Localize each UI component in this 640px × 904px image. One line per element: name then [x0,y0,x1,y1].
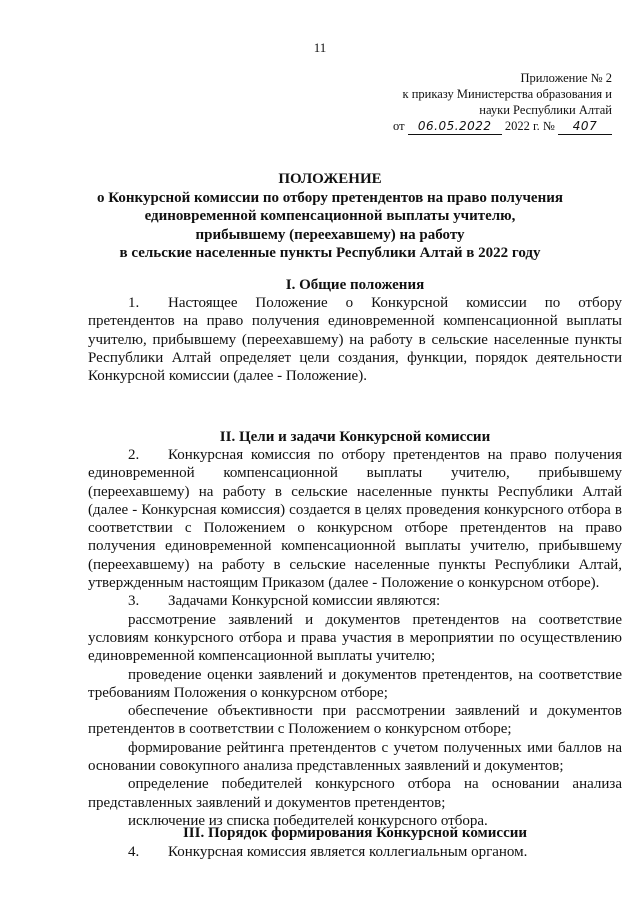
appendix-line-1: Приложение № 2 [520,71,612,85]
title-line-5: в сельские населенные пункты Республики Алтай в 2022 году [119,245,541,261]
paragraph-3-text: Задачами Конкурсной комиссии являются: [168,593,441,610]
title-line-3: единовременной компенсационной выплаты учителю, [144,208,516,224]
paragraph-2-number: 2. [128,447,140,463]
paragraph-4 [88,843,622,861]
appendix-line-3: науки Республики Алтай [479,103,612,117]
appendix-line-2: к приказу Министерства образования и [402,87,612,101]
paragraph-1 [88,294,622,385]
paragraph-3 [88,592,622,610]
paragraph-1-text: Настоящее Положение о Конкурсной комиссии по отбору претендентов на право получения единовременной компенсационной выплаты учителю, прибывшему (переехавшему) на работу в сельские населенные пункты Республики Алтай определяет цели создания, функции, порядок деятельности Конкурсной комиссии (далее - Положение). [88,295,622,385]
date-prefix: от [393,119,405,133]
section-3-body [88,843,622,861]
handwritten-date: 06.05.2022 [408,118,502,135]
title-line-1: ПОЛОЖЕНИЕ [278,171,382,187]
document-title [60,170,600,263]
paragraph-2-text: Конкурсная комиссия по отбору претендентов на право получения единовременной компенсационной выплаты учителю, прибывшему (переехавшему) на работу в сельские населенные пункты Республики Алтай (далее - Конкурсная комиссия) создается в целях проведения конкурсного отбора в соответствии с Положением о конкурсном отборе претендентов на право получения единовременной компенсационной выплаты учителю, прибывшему (переехавшему) на работу в сельские населенные пункты Республики Алтай, утвержденным настоящим Приказом (далее - Положение о конкурсном отборе). [88,447,622,592]
title-line-2: о Конкурсной комиссии по отбору претендентов на право получения [97,189,563,206]
section-1-heading: I. Общие положения [285,277,425,293]
section-2-body [88,446,622,830]
task-item: исключение из списка победителей конкурсного отбора. [128,812,488,829]
appendix-header [372,70,612,135]
task-item: определение победителей конкурсного отбора на основании анализа представленных заявлений и документов претендентов; [88,776,622,811]
section-3-heading: III. Порядок формирования Конкурсной комиссии [182,825,528,841]
section-2-heading: II. Цели и задачи Конкурсной комиссии [219,429,491,445]
task-item: проведение оценки заявлений и документов претендентов, на соответствие требованиям Положения о конкурсном отборе; [88,666,622,701]
task-item: рассмотрение заявлений и документов претендентов на соответствие условиям конкурсного отбора и права участия в мероприятии по осуществлению единовременной компенсационной выплаты учителю; [88,611,622,665]
appendix-date-line [372,118,612,135]
paragraph-4-text: Конкурсная комиссия является коллегиальным органом. [168,844,528,860]
page-number: 11 [313,40,327,55]
title-line-4: прибывшему (переехавшему) на работу [195,226,465,243]
section-1-body [88,294,622,385]
paragraph-4-number: 4. [128,844,140,860]
handwritten-order-number: 407 [558,118,612,135]
date-year-suffix: 2022 г. № [504,119,555,133]
task-item: обеспечение объективности при рассмотрении заявлений и документов претендентов в соответствии с Положением о конкурсном отборе; [88,703,622,738]
task-item: формирование рейтинга претендентов с учетом полученных ими баллов на основании совокупного анализа представленных заявлений и документов; [88,739,622,775]
paragraph-2 [88,446,622,592]
paragraph-3-number: 3. [128,593,140,610]
paragraph-1-number: 1. [128,295,140,311]
